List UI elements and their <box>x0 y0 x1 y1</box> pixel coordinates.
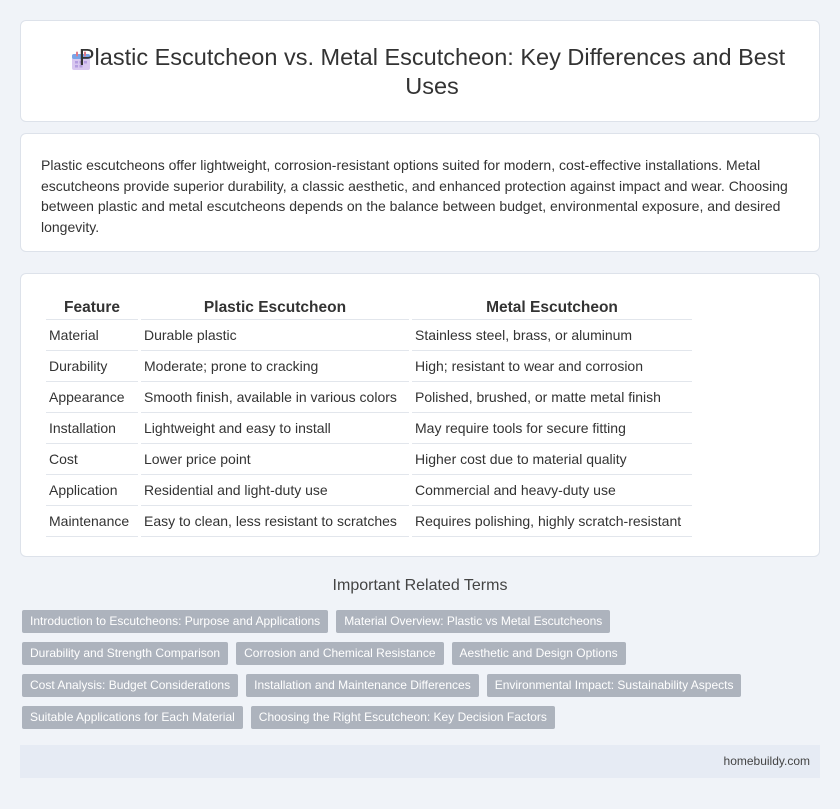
related-term-tag[interactable]: Choosing the Right Escutcheon: Key Decision Factors <box>251 706 555 729</box>
related-term-tag[interactable]: Material Overview: Plastic vs Metal Escutcheons <box>336 610 610 633</box>
cell-feature: Application <box>46 475 138 506</box>
intro-card <box>20 133 820 252</box>
table-header-row <box>46 294 692 320</box>
header-plastic: Plastic Escutcheon <box>141 294 409 320</box>
comparison-card <box>20 273 820 557</box>
table-row <box>46 475 692 506</box>
cell-feature: Appearance <box>46 382 138 413</box>
tag-row <box>22 706 812 729</box>
cell-metal: Requires polishing, highly scratch-resistant <box>412 506 692 537</box>
intro-text: Plastic escutcheons offer lightweight, corrosion-resistant options suited for modern, cost-effective installations. Metal escutcheons provide superior durability, a classic aesthetic, and enhanced protection against impact and wear. Choosing between plastic and metal escutcheons depends on the balance between budget, environmental exposure, and desired longevity. <box>41 157 788 235</box>
cell-plastic: Lightweight and easy to install <box>141 413 409 444</box>
cell-plastic: Residential and light-duty use <box>141 475 409 506</box>
related-term-tag[interactable]: Introduction to Escutcheons: Purpose and Applications <box>22 610 328 633</box>
related-term-tag[interactable]: Environmental Impact: Sustainability Aspects <box>487 674 742 697</box>
footer-site-link[interactable]: homebuildy.com <box>723 754 810 768</box>
cell-plastic: Moderate; prone to cracking <box>141 351 409 382</box>
page-title: Plastic Escutcheon vs. Metal Escutcheon: Key Differences and Best Uses <box>78 44 786 99</box>
table-row <box>46 320 692 351</box>
cell-plastic: Lower price point <box>141 444 409 475</box>
table-row <box>46 413 692 444</box>
related-term-tag[interactable]: Cost Analysis: Budget Considerations <box>22 674 238 697</box>
cell-metal: High; resistant to wear and corrosion <box>412 351 692 382</box>
cell-metal: May require tools for secure fitting <box>412 413 692 444</box>
related-terms-tags <box>22 610 812 738</box>
header-card <box>20 20 820 122</box>
cell-plastic: Smooth finish, available in various colors <box>141 382 409 413</box>
cell-feature: Maintenance <box>46 506 138 537</box>
related-term-tag[interactable]: Installation and Maintenance Differences <box>246 674 479 697</box>
cell-plastic: Durable plastic <box>141 320 409 351</box>
related-terms-title: Important Related Terms <box>332 577 508 594</box>
cell-plastic: Easy to clean, less resistant to scratches <box>141 506 409 537</box>
cell-metal: Polished, brushed, or matte metal finish <box>412 382 692 413</box>
cell-metal: Stainless steel, brass, or aluminum <box>412 320 692 351</box>
related-term-tag[interactable]: Durability and Strength Comparison <box>22 642 228 665</box>
comparison-table <box>43 294 695 537</box>
table-row <box>46 351 692 382</box>
cell-metal: Higher cost due to material quality <box>412 444 692 475</box>
header-feature: Feature <box>46 294 138 320</box>
tag-row <box>22 674 812 697</box>
cell-feature: Material <box>46 320 138 351</box>
related-term-tag[interactable]: Aesthetic and Design Options <box>452 642 626 665</box>
tag-row <box>22 610 812 633</box>
footer <box>20 745 820 778</box>
cell-feature: Durability <box>46 351 138 382</box>
header-metal: Metal Escutcheon <box>412 294 692 320</box>
table-row <box>46 506 692 537</box>
related-term-tag[interactable]: Corrosion and Chemical Resistance <box>236 642 443 665</box>
tag-row <box>22 642 812 665</box>
cell-feature: Cost <box>46 444 138 475</box>
table-row <box>46 444 692 475</box>
table-row <box>46 382 692 413</box>
related-term-tag[interactable]: Suitable Applications for Each Material <box>22 706 243 729</box>
cell-feature: Installation <box>46 413 138 444</box>
cell-metal: Commercial and heavy-duty use <box>412 475 692 506</box>
